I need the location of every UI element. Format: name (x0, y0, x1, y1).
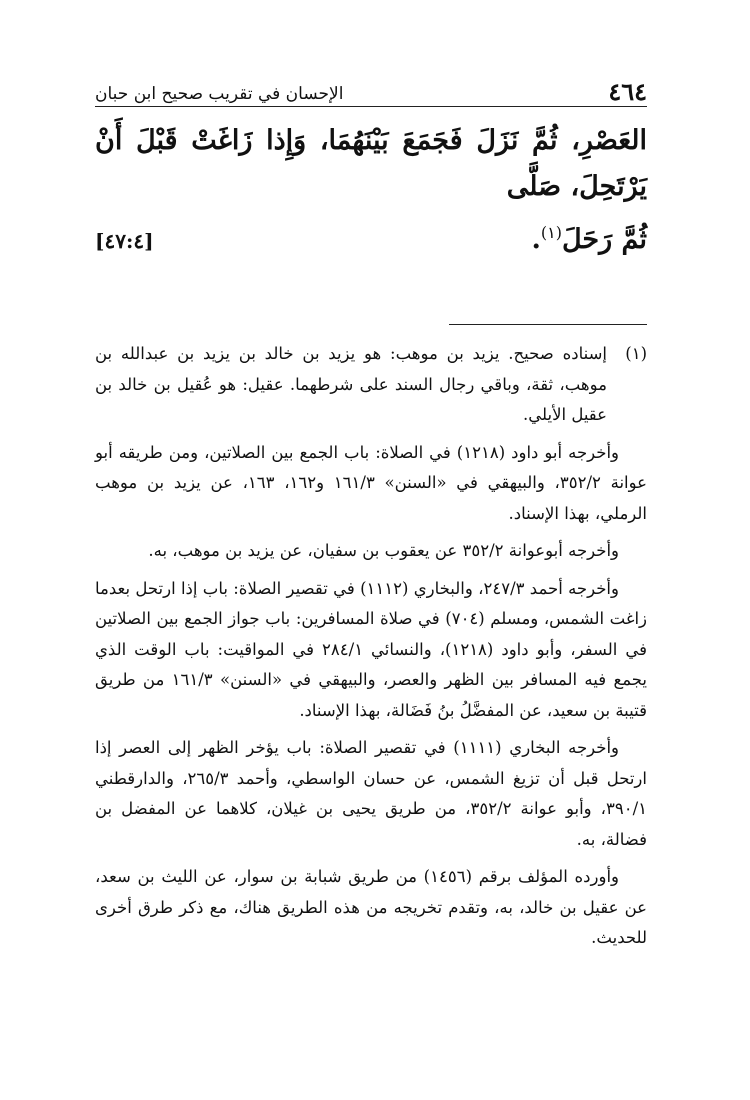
footnote-paragraph: وأخرجه أحمد ٢٤٧/٣، والبخاري (١١١٢) في تقصير الصلاة: باب إذا ارتحل بعدما زاغت الشمس، ومسلم (٧٠٤) في صلاة المسافرين: باب جواز الجمع بين الصلاتين في السفر، وأبو داود (١٢١٨)، والنسائي ٢٨٤/١ في المواقيت: باب الوقت الذي يجمع فيه المسافر بين الظهر والعصر، والبيهقي في «السنن» ١٦١/٣ من طريق قتيبة بن سعيد، عن المفضَّلُ بنُ فَضَالة، بهذا الإسناد. (95, 578, 648, 720)
hadith-line-2 (95, 210, 647, 264)
hadith-line-2-text (531, 210, 647, 263)
footnote-separator (449, 324, 647, 325)
hadith-text (95, 118, 647, 264)
footnote-number: (١) (625, 344, 647, 363)
footnote-1 (95, 339, 647, 431)
footnote-first-paragraph: إسناده صحيح. يزيد بن موهب: هو يزيد بن خالد بن يزيد بن عبدالله بن موهب، ثقة، وباقي رجال السند على شرطهما. عقيل: هو عُقيل بن خالد بن عقيل الأيلي. (95, 344, 607, 424)
footnote-paragraph: وأخرجه البخاري (١١١١) في تقصير الصلاة: باب يؤخر الظهر إلى العصر إذا ارتحل قبل أن تزيغ الشمس، عن حسان الواسطي، وأحمد ٢٦٥/٣، والدارقطني ٣٩٠/١، وأبو عوانة ٣٥٢/٢، من طريق يحيى بن غيلان، كلاهما عن المفضل بن فضالة، به. (95, 738, 648, 849)
page-header (95, 76, 647, 107)
hadith-line-2-words: ثُمَّ رَحَلَ (561, 224, 647, 255)
hadith-end-dot: . (531, 224, 541, 255)
page-number: ٤٦٤ (608, 77, 647, 106)
running-title: الإحسان في تقريب صحيح ابن حبان (95, 84, 344, 104)
hadith-reference: [٤٧:٤] (95, 229, 154, 253)
footnote-paragraph: وأخرجه أبوعوانة ٣٥٢/٢ عن يعقوب بن سفيان، عن يزيد بن موهب، به. (148, 541, 619, 560)
footnote-paragraph: وأخرجه أبو داود (١٢١٨) في الصلاة: باب الجمع بين الصلاتين، ومن طريقه أبو عوانة ٣٥٢/٢، والبيهقي في «السنن» ١٦١/٣ و١٦٢، ١٦٣، عن يزيد بن موهب الرملي، بهذا الإسناد. (95, 442, 647, 523)
footnotes (95, 339, 647, 954)
footnote-marker[interactable]: (١) (540, 223, 562, 242)
footnote-paragraph: وأورده المؤلف برقم (١٤٥٦) من طريق شبابة بن سوار، عن الليث بن سعد، عن عقيل بن خالد، به، وتقدم تخريجه من هذه الطريق هناك، مع ذكر طرق أخرى للحديث. (95, 867, 647, 947)
hadith-line-1: العَصْرِ، ثُمَّ نَزَلَ فَجَمَعَ بَيْنَهُمَا، وَإِذا زَاغَتْ قَبْلَ أَنْ يَرْتَحِلَ، صَلَّى (95, 125, 647, 202)
